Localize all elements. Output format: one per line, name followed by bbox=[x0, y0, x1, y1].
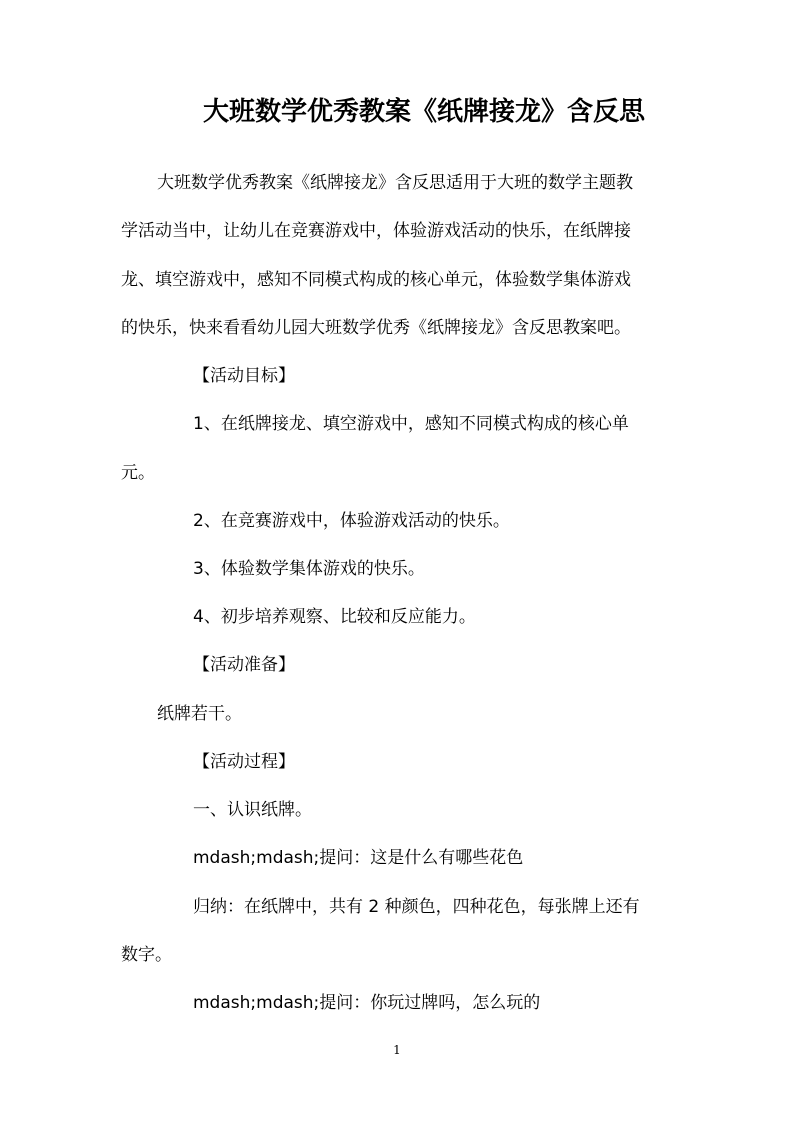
document-title bbox=[0, 94, 794, 130]
process-summary-continuation: 数字。 bbox=[121, 945, 172, 965]
intro-line: 龙、填空游戏中，感知不同模式构成的核心单元，体验数学集体游戏 bbox=[121, 270, 631, 290]
process-question-1: mdash;mdash;提问：这是什么有哪些花色 bbox=[193, 848, 524, 868]
process-step-1: 一、认识纸牌。 bbox=[193, 800, 312, 820]
goal-item-1-continuation: 元。 bbox=[121, 463, 155, 483]
intro-line: 学活动当中，让幼儿在竞赛游戏中，体验游戏活动的快乐，在纸牌接 bbox=[121, 221, 631, 241]
intro-line: 大班数学优秀教案《纸牌接龙》含反思适用于大班的数学主题教 bbox=[157, 173, 633, 193]
process-heading: 【活动过程】 bbox=[193, 752, 295, 772]
goals-heading: 【活动目标】 bbox=[193, 366, 295, 386]
document-title-text: 大班数学优秀教案《纸牌接龙》含反思 bbox=[202, 97, 645, 127]
intro-line: 的快乐，快来看看幼儿园大班数学优秀《纸牌接龙》含反思教案吧。 bbox=[121, 318, 631, 338]
preparation-text: 纸牌若干。 bbox=[157, 704, 242, 724]
process-summary: 归纳：在纸牌中，共有 2 种颜色，四种花色，每张牌上还有 bbox=[193, 897, 640, 917]
preparation-heading: 【活动准备】 bbox=[193, 655, 295, 675]
page-number: 1 bbox=[393, 1043, 401, 1057]
goal-item-4: 4、初步培养观察、比较和反应能力。 bbox=[193, 607, 476, 627]
goal-item-2: 2、在竞赛游戏中，体验游戏活动的快乐。 bbox=[193, 511, 510, 531]
goal-item-3: 3、体验数学集体游戏的快乐。 bbox=[193, 559, 425, 579]
goal-item-1: 1、在纸牌接龙、填空游戏中，感知不同模式构成的核心单 bbox=[193, 414, 629, 434]
process-question-2: mdash;mdash;提问：你玩过牌吗，怎么玩的 bbox=[193, 993, 541, 1013]
